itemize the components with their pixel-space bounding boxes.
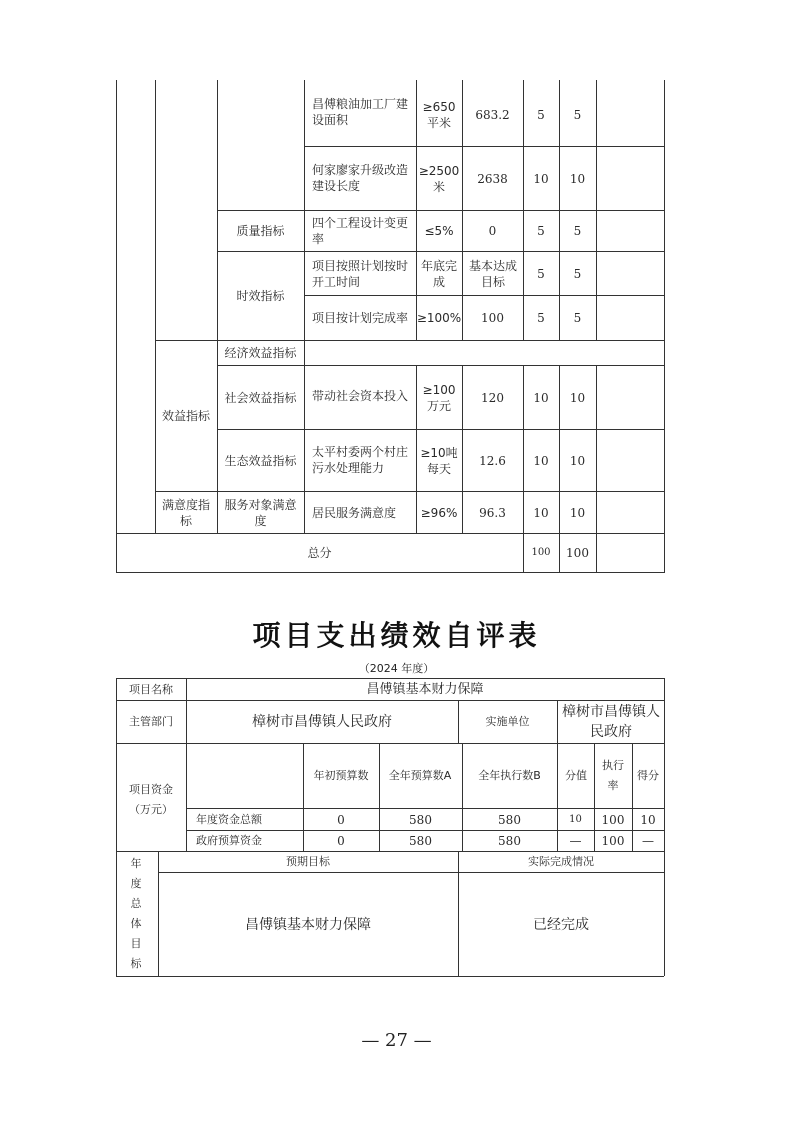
actual-cell: 0 [488,224,497,238]
funds-cell: 580 [498,812,521,827]
target-cell: ≥100万元 [422,382,456,413]
impl-label: 实施单位 [485,715,530,728]
target-cell: ≤5% [424,224,454,238]
score-cell: 5 [537,311,545,325]
actual-cell: 2638 [477,172,508,186]
indicator-cell: 项目按照计划按时开工时间 [312,259,409,289]
funds-cell: 100 [601,834,625,848]
col-annual-header: 全年预算数A [388,769,452,782]
year-label: （2024 年度） [358,662,435,675]
got-cell: 5 [573,311,582,325]
indicator-cell: 四个工程设计变更率 [312,216,409,246]
score-cell: 5 [537,108,545,122]
col-score-header: 分值 [565,769,587,782]
got-cell: 10 [569,390,586,405]
sub-indicator-label: 生态效益指标 [224,453,297,468]
indicator-cell: 居民服务满意度 [312,505,397,520]
total-score: 100 [531,547,551,558]
indicator-cell: 带动社会资本投入 [312,389,409,403]
target-cell: ≥650平米 [422,100,456,130]
funds-cell: 10 [569,813,582,825]
target-cell: 年底完成 [420,258,457,289]
total-got: 100 [566,546,589,560]
indicator-cell: 何家廖家升级改造建设长度 [312,163,409,193]
score-cell: 10 [533,172,549,186]
funds-cell: 580 [498,834,521,848]
target-cell: ≥100% [416,311,462,325]
benefit-indicator-label: 效益指标 [161,409,210,423]
funds-cell: 580 [409,812,432,827]
actual-cell: 120 [481,390,504,405]
annual-goal-label: 年度总体目标 [130,857,142,970]
project-name-value: 昌傅镇基本财力保障 [366,681,484,697]
sub-indicator-label: 社会效益指标 [224,390,297,405]
actual-cell: 基本达成目标 [468,258,517,289]
got-cell: 10 [569,505,586,520]
actual-cell: 96.3 [479,505,506,520]
actual-status-value: 已经完成 [533,916,589,933]
expected-goal-value: 昌傅镇基本财力保障 [245,916,371,933]
funds-cell: 10 [640,812,656,827]
actual-cell: 12.6 [479,453,506,468]
got-cell: 10 [569,453,586,468]
got-cell: 5 [573,266,582,281]
funds-cell: — [642,834,654,848]
funds-cell: 580 [409,834,432,848]
funds-cell: 0 [337,834,345,848]
score-cell: 10 [533,453,549,468]
col-exec-header: 全年执行数B [478,769,541,782]
sub-indicator-label: 时效指标 [236,289,285,303]
row-label-gov-funds: 政府预算资金 [196,834,262,847]
total-label: 总分 [307,546,332,560]
funds-cell: 0 [337,812,345,827]
funds-label: 项目资金（万元） [129,783,173,816]
indicator-cell: 项目按计划完成率 [312,311,409,325]
row-label-total-funds: 年度资金总额 [196,812,262,826]
target-cell: ≥96% [420,505,458,520]
expected-goal-header: 预期目标 [286,855,330,868]
score-cell: 10 [533,390,549,405]
funds-cell: — [569,834,582,848]
col-rate-header: 执行率 [602,759,624,792]
got-cell: 5 [573,224,582,238]
indicator-cell: 太平村委两个村庄污水处理能力 [312,445,409,475]
actual-cell: 100 [481,311,504,325]
col-initial-header: 年初预算数 [313,769,369,782]
funds-cell: 100 [601,812,625,827]
actual-status-header: 实际完成情况 [528,855,594,868]
col-got-header: 得分 [637,769,659,782]
sub-indicator-label: 经济效益指标 [224,346,297,360]
dept-value: 樟树市昌傅镇人民政府 [252,714,392,730]
sub-indicator-label: 质量指标 [236,224,285,238]
target-cell: ≥10吨每天 [420,445,458,476]
got-cell: 5 [573,108,582,122]
target-cell: ≥2500米 [418,164,460,194]
score-cell: 10 [533,505,549,520]
score-cell: 5 [537,266,545,281]
actual-cell: 683.2 [475,108,510,122]
page-title: 项目支出绩效自评表 [252,619,541,652]
indicator-cell: 昌傅粮油加工厂建设面积 [312,97,409,127]
page-number: — 27 — [361,1030,432,1051]
sub-indicator-label: 服务对象满意度 [224,497,297,528]
dept-label: 主管部门 [129,715,173,728]
score-cell: 5 [537,224,545,238]
got-cell: 10 [569,172,586,186]
impl-value: 樟树市昌傅镇人民政府 [562,704,660,740]
satisfaction-indicator-label: 满意度指标 [161,497,210,528]
project-name-label: 项目名称 [129,682,173,696]
